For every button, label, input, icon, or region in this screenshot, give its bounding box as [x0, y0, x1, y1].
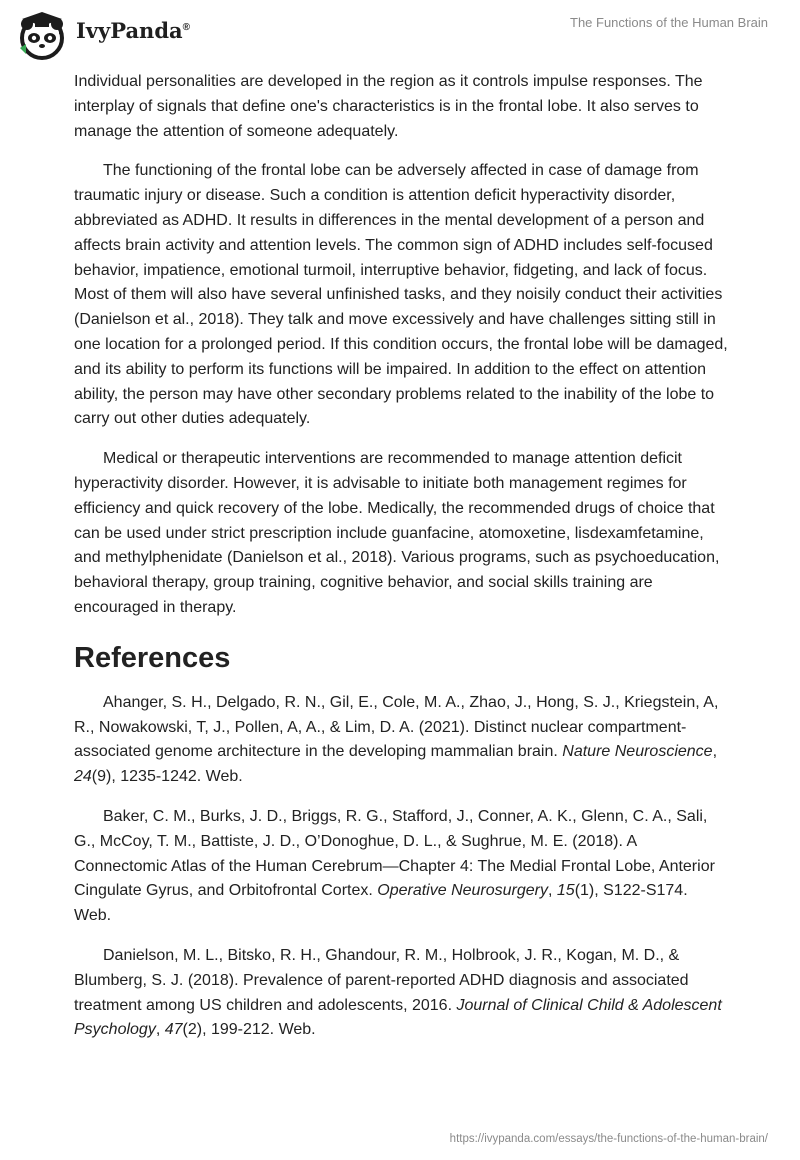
paragraph-2: The functioning of the frontal lobe can be adversely affected in case of damage from traumatic injury or disease. Such a condition is attention deficit hyperactivity disorder, abbreviated as ADHD. It results in differences in the mental development of a person and affects brain activity and attention levels. The common sign of ADHD includes self-focused behavior, impatience, emotional turmoil, interruptive behavior, fidgeting, and lack of focus. Most of them will also have several unfinished tasks, and they noisily conduct their activities (Danielson et al., 2018). They talk and move excessively and have challenges sitting still in one location for a prolonged period. If this condition occurs, the frontal lobe will be damaged, and its ability to perform its functions will be impaired. In addition to the effect on attention ability, the person may have other secondary problems related to the inability of the lobe to carry out other duties adequately.	[74, 162, 728, 428]
brand-name[interactable]: IvyPanda®	[76, 18, 190, 43]
reference-item: Ahanger, S. H., Delgado, R. N., Gil, E., Cole, M. A., Zhao, J., Hong, S. J., Kriegstein, A, R., Nowakowski, T, J., Pollen, A, A., & Lim, D. A. (2021). Distinct nuclear compartment-associated genome architecture in the developing mammalian brain. Nature Neuroscience, 24(9), 1235-1242. Web.	[74, 693, 719, 786]
reference-item: Danielson, M. L., Bitsko, R. H., Ghandour, R. M., Holbrook, J. R., Kogan, M. D., & Blumberg, S. J. (2018). Prevalence of parent-reported ADHD diagnosis and associated treatment among US children and adolescents, 2016. Journal of Clinical Child & Adolescent Psychology, 47(2), 199-212. Web.	[74, 946, 722, 1039]
page-title: The Functions of the Human Brain	[570, 15, 768, 30]
essay-content	[74, 70, 728, 1058]
reference-item: Baker, C. M., Burks, J. D., Briggs, R. G., Stafford, J., Conner, A. K., Glenn, C. A., Sali, G., McCoy, T. M., Battiste, J. D., O’Donoghue, D. L., & Sughrue, M. E. (2018). A Connectomic Atlas of the Human Cerebrum—Chapter 4: The Medial Frontal Lobe, Anterior Cingulate Gyrus, and Orbitofrontal Cortex. Operative Neurosurgery, 15(1), S122-S174. Web.	[74, 807, 715, 925]
paragraph-1: Individual personalities are developed in the region as it controls impulse responses. The interplay of signals that define one's characteristics is in the frontal lobe. It also serves to manage the attention of someone adequately.	[74, 73, 703, 140]
paragraph-3: Medical or therapeutic interventions are recommended to manage attention deficit hyperactivity disorder. However, it is advisable to initiate both management regimes for efficiency and quick recovery of the lobe. Medically, the recommended drugs of choice that can be used under strict prescription include guanfacine, atomoxetine, lisdexamfetamine, and methylphenidate (Danielson et al., 2018). Various programs, such as psychoeducation, behavioral therapy, group training, cognitive behavior, and social skills training are encouraged in therapy.	[74, 450, 720, 616]
panda-logo-icon[interactable]	[16, 8, 68, 60]
source-url-link[interactable]: https://ivypanda.com/essays/the-functions-of-the-human-brain/	[449, 1133, 768, 1145]
page-header	[0, 0, 800, 66]
references-heading: References	[74, 641, 231, 674]
